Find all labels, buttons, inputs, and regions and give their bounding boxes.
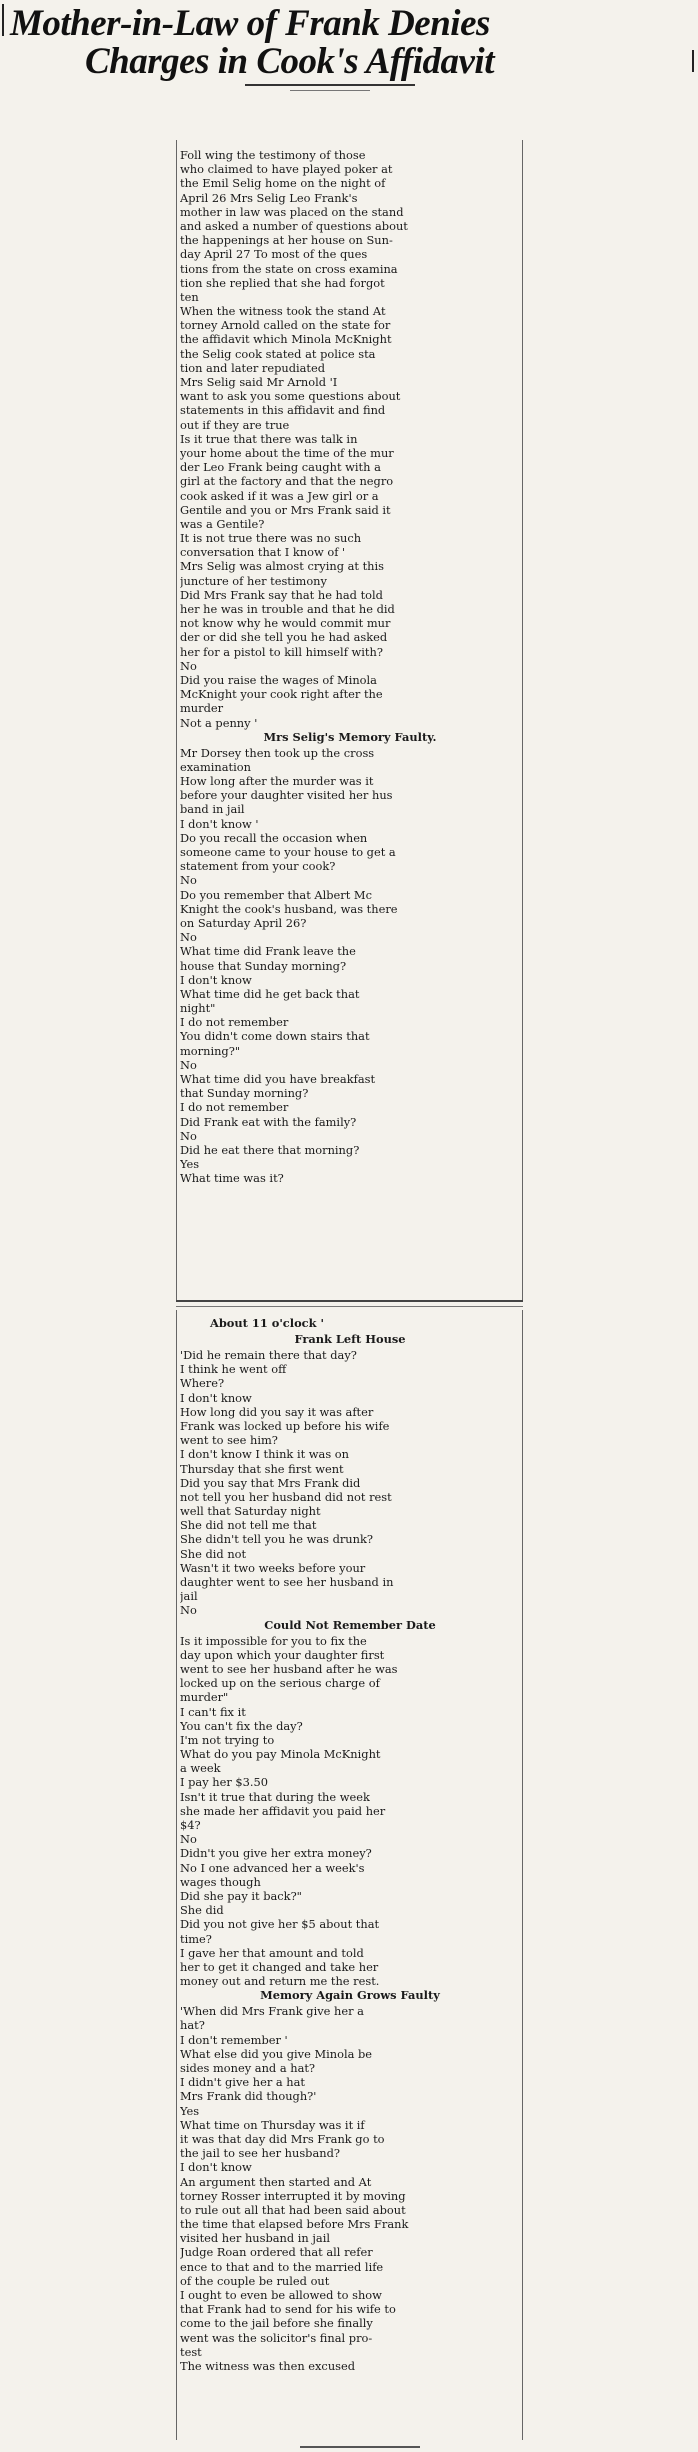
text-line: her he was in trouble and that he did <box>180 602 395 616</box>
column-separator-thin <box>176 1306 523 1307</box>
text-line: before your daughter visited her hus <box>180 788 393 803</box>
text-line: tions from the state on cross examina <box>180 261 398 276</box>
text-line: hat? <box>180 2018 205 2033</box>
column2-paragraph-3 <box>180 2004 520 2373</box>
column2-paragraph-1 <box>180 1348 520 1618</box>
text-line: 'When did Mrs Frank give her a <box>180 2004 364 2019</box>
column-rule-left-top <box>176 140 177 1300</box>
text-line: Yes <box>180 2103 200 2118</box>
text-line: $4? <box>180 1818 201 1832</box>
text-line: a week <box>180 1761 221 1776</box>
article-column-2 <box>180 1316 520 2373</box>
text-line: What time did he get back that <box>180 986 360 1001</box>
text-line: You didn't come down stairs that <box>180 1029 370 1044</box>
text-line: went was the solicitor's final pro- <box>180 2330 373 2345</box>
text-line: What time did you have breakfast <box>180 1072 376 1086</box>
text-line: What else did you give Minola be <box>180 2046 373 2061</box>
text-line: juncture of her testimony <box>180 573 327 588</box>
text-line: 'Did he remain there that day? <box>180 1348 357 1362</box>
text-line: the time that elapsed before Mrs Frank <box>180 2217 409 2232</box>
text-line: I don't remember ' <box>180 2032 288 2047</box>
text-line: examination <box>180 759 251 774</box>
text-line: the Emil Selig home on the night of <box>180 176 386 191</box>
column-rule-right-bottom <box>522 1310 523 2440</box>
text-line: I think he went off <box>180 1362 287 1377</box>
text-line: der or did she tell you he had asked <box>180 630 388 645</box>
text-line: cook asked if it was a Jew girl or a <box>180 488 379 503</box>
text-line: No <box>180 1832 197 1847</box>
text-line: visited her husband in jail <box>180 2231 330 2246</box>
text-line: April 26 Mrs Selig Leo Frank's <box>180 190 358 205</box>
column2-paragraph-2 <box>180 1634 520 1989</box>
text-line: Did you not give her $5 about that <box>180 1917 380 1932</box>
text-line: to rule out all that had been said about <box>180 2202 406 2217</box>
text-line: locked up on the serious charge of <box>180 1676 380 1691</box>
text-line: She did <box>180 1903 224 1918</box>
opening-line: About 11 o'clock ' <box>210 1316 324 1330</box>
text-line: tion and later repudiated <box>180 360 326 375</box>
text-line: Gentile and you or Mrs Frank said it <box>180 502 391 517</box>
column-rule-left-bottom <box>176 1310 177 2440</box>
text-line: well that Saturday night <box>180 1504 321 1519</box>
text-line: murder" <box>180 1690 229 1705</box>
text-line: she made her affidavit you paid her <box>180 1803 386 1818</box>
article-column-1 <box>180 148 520 1186</box>
text-line: her to get it changed and take her <box>180 1959 379 1974</box>
subhead-memory-again-faulty: Memory Again Grows Faulty <box>260 1988 440 2003</box>
text-line: I don't know <box>180 2160 252 2175</box>
text-line: I do not remember <box>180 1100 289 1115</box>
text-line: I can't fix it <box>180 1704 246 1719</box>
text-line: What time did Frank leave the <box>180 944 356 959</box>
text-line: I don't know I think it was on <box>180 1447 349 1462</box>
column1-paragraph-2 <box>180 746 520 1186</box>
text-line: night" <box>180 1001 216 1016</box>
text-line: day upon which your daughter first <box>180 1647 385 1662</box>
text-line: conversation that I know of ' <box>180 545 346 560</box>
text-line: No <box>180 930 197 945</box>
text-line: I pay her $3.50 <box>180 1775 269 1790</box>
text-line: not tell you her husband did not rest <box>180 1489 392 1504</box>
text-line: What do you pay Minola McKnight <box>180 1747 381 1762</box>
text-line: test <box>180 2344 202 2359</box>
text-line: What time was it? <box>180 1171 284 1186</box>
text-line: want to ask you some questions about <box>180 389 401 404</box>
headline-border-right <box>692 50 694 72</box>
text-line: and asked a number of questions about <box>180 218 408 233</box>
text-line: wages though <box>180 1874 261 1889</box>
text-line: I'm not trying to <box>180 1732 275 1747</box>
text-line: was a Gentile? <box>180 516 265 531</box>
text-line: I do not remember <box>180 1015 289 1030</box>
text-line: An argument then started and At <box>180 2174 372 2189</box>
text-line: murder <box>180 701 224 716</box>
text-line: Do you recall the occasion when <box>180 830 368 845</box>
text-line: on Saturday April 26? <box>180 915 307 930</box>
text-line: How long after the murder was it <box>180 774 374 789</box>
headline <box>0 0 698 82</box>
text-line: When the witness took the stand At <box>180 304 386 319</box>
text-line: tion she replied that she had forgot <box>180 275 385 290</box>
text-line: day April 27 To most of the ques <box>180 247 368 262</box>
text-line: the Selig cook stated at police sta <box>180 346 376 361</box>
text-line: Is it impossible for you to fix the <box>180 1633 367 1648</box>
text-line: the affidavit which Minola McKnight <box>180 332 392 347</box>
text-line: Judge Roan ordered that all refer <box>180 2245 373 2260</box>
text-line: Mrs Selig said Mr Arnold 'I <box>180 375 338 389</box>
text-line: jail <box>180 1589 198 1604</box>
text-line: statements in this affidavit and find <box>180 403 386 418</box>
text-line: torney Arnold called on the state for <box>180 318 391 333</box>
text-line: morning?" <box>180 1043 241 1058</box>
text-line: No <box>180 1057 197 1072</box>
text-line: Wasn't it two weeks before your <box>180 1560 366 1575</box>
text-line: not know why he would commit mur <box>180 616 391 631</box>
column-separator <box>176 1300 523 1302</box>
text-line: it was that day did Mrs Frank go to <box>180 2131 385 2146</box>
text-line: that Frank had to send for his wife to <box>180 2302 396 2317</box>
text-line: her for a pistol to kill himself with? <box>180 644 383 659</box>
text-line: der Leo Frank being caught with a <box>180 460 381 475</box>
subhead-could-not-remember-date: Could Not Remember Date <box>264 1617 436 1632</box>
text-line: girl at the factory and that the negro <box>180 474 394 489</box>
text-line: ence to that and to the married life <box>180 2259 384 2274</box>
text-line: your home about the time of the mur <box>180 445 394 460</box>
text-line: mother in law was placed on the stand <box>180 204 404 219</box>
text-line: You can't fix the day? <box>180 1718 303 1733</box>
text-line: money out and return me the rest. <box>180 1974 380 1989</box>
subhead-frank-left-house: Frank Left House <box>294 1332 406 1346</box>
text-line: No I one advanced her a week's <box>180 1860 365 1875</box>
text-line: Did you say that Mrs Frank did <box>180 1475 361 1490</box>
text-line: house that Sunday morning? <box>180 958 347 973</box>
text-line: statement from your cook? <box>180 859 336 874</box>
text-line: Knight the cook's husband, was there <box>180 901 398 916</box>
headline-line-2: Charges in Cook's Affidavit <box>85 41 494 82</box>
column-rule-right-top <box>522 140 523 1300</box>
text-line: the jail to see her husband? <box>180 2146 340 2161</box>
text-line: McKnight your cook right after the <box>180 687 383 702</box>
text-line: Mrs Frank did though?' <box>180 2089 317 2104</box>
text-line: of the couple be ruled out <box>180 2273 330 2288</box>
text-line: Not a penny ' <box>180 715 258 730</box>
text-line: I didn't give her a hat <box>180 2075 306 2090</box>
text-line: Frank was locked up before his wife <box>180 1418 390 1433</box>
text-line: Do you remember that Albert Mc <box>180 887 372 902</box>
text-line: that Sunday morning? <box>180 1086 309 1101</box>
bottom-rule <box>300 2446 420 2448</box>
text-line: Did Frank eat with the family? <box>180 1114 357 1129</box>
text-line: Did you raise the wages of Minola <box>180 672 377 687</box>
text-line: went to see him? <box>180 1433 278 1448</box>
text-line: It is not true there was no such <box>180 531 362 546</box>
headline-border-left <box>2 4 4 36</box>
text-line: Is it true that there was talk in <box>180 431 358 446</box>
subhead-memory-faulty: Mrs Selig's Memory Faulty. <box>263 729 437 744</box>
text-line: Mr Dorsey then took up the cross <box>180 745 375 760</box>
text-line: Did she pay it back?" <box>180 1888 302 1903</box>
text-line: who claimed to have played poker at <box>180 162 393 177</box>
text-line: What time on Thursday was it if <box>180 2117 365 2132</box>
text-line: Isn't it true that during the week <box>180 1789 370 1804</box>
text-line: The witness was then excused <box>180 2358 356 2373</box>
text-line: I gave her that amount and told <box>180 1945 364 1960</box>
text-line: Thursday that she first went <box>180 1461 344 1476</box>
text-line: sides money and a hat? <box>180 2061 316 2075</box>
text-line: come to the jail before she finally <box>180 2316 373 2331</box>
text-line: Where? <box>180 1376 225 1391</box>
text-line: She did not tell me that <box>180 1518 317 1533</box>
text-line: band in jail <box>180 802 245 817</box>
text-line: ten <box>180 289 199 304</box>
text-line: Did he eat there that morning? <box>180 1142 360 1157</box>
text-line: torney Rosser interrupted it by moving <box>180 2188 406 2203</box>
text-line: someone came to your house to get a <box>180 845 396 859</box>
text-line: No <box>180 658 197 673</box>
text-line: daughter went to see her husband in <box>180 1575 394 1589</box>
text-line: I don't know <box>180 1390 252 1405</box>
headline-line-1: Mother-in-Law of Frank Denies <box>10 3 490 44</box>
text-line: No <box>180 1128 197 1143</box>
text-line: Didn't you give her extra money? <box>180 1846 372 1861</box>
text-line: No <box>180 1603 197 1618</box>
text-line: Mrs Selig was almost crying at this <box>180 559 385 574</box>
text-line: went to see her husband after he was <box>180 1661 398 1676</box>
column1-paragraph-1 <box>180 148 520 730</box>
text-line: I ought to even be allowed to show <box>180 2288 382 2302</box>
text-line: time? <box>180 1931 212 1946</box>
headline-underline-short <box>290 90 370 91</box>
headline-underline <box>245 84 415 86</box>
text-line: out if they are true <box>180 417 290 432</box>
text-line: How long did you say it was after <box>180 1404 374 1419</box>
text-line: the happenings at her house on Sun- <box>180 233 393 248</box>
text-line: Did Mrs Frank say that he had told <box>180 587 383 602</box>
text-line: Foll wing the testimony of those <box>180 148 366 162</box>
text-line: She did not <box>180 1546 247 1561</box>
text-line: Yes <box>180 1157 200 1172</box>
text-line: I don't know <box>180 972 252 987</box>
text-line: No <box>180 873 197 888</box>
text-line: She didn't tell you he was drunk? <box>180 1532 373 1547</box>
text-line: I don't know ' <box>180 816 259 831</box>
